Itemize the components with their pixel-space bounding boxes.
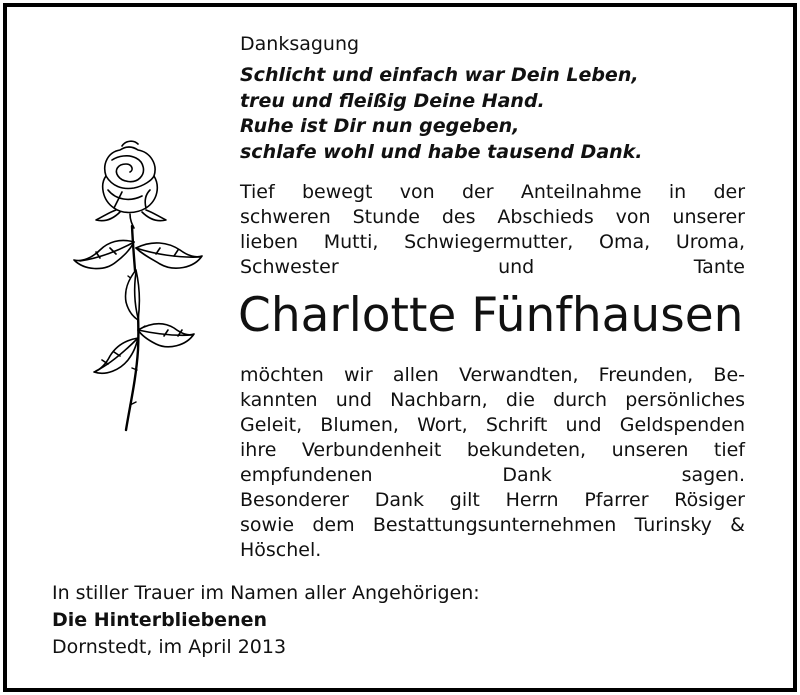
poem-line: treu und fleißig Deine Hand. xyxy=(240,89,545,112)
heading: Danksagung xyxy=(240,33,360,55)
body-line: empfundenen Dank sagen. xyxy=(240,464,745,486)
body-line: kannten und Nachbarn, die durch persönliches xyxy=(240,389,745,411)
body-line: Höschel. xyxy=(240,539,322,561)
intro-line: lieben Mutti, Schwiegermutter, Oma, Uroma, xyxy=(240,231,745,253)
poem xyxy=(240,63,643,165)
body-line: ihre Verbundenheit bekundeten, unseren tief xyxy=(240,439,745,461)
thanks-paragraph xyxy=(240,363,745,563)
poem-line: Ruhe ist Dir nun gegeben, xyxy=(240,115,520,137)
body-line: Besonderer Dank gilt Herrn Pfarrer Rösiger xyxy=(240,489,745,511)
rose-icon xyxy=(60,130,210,440)
poem-line: Schlicht und einfach war Dein Leben, xyxy=(240,64,639,86)
footer xyxy=(52,580,480,661)
poem-line: schlafe wohl und habe tausend Dank. xyxy=(240,140,643,163)
deceased-name: Charlotte Fünfhausen xyxy=(238,288,744,343)
body-line: sowie dem Bestattungsunternehmen Turinsky & xyxy=(240,514,745,536)
body-line: möchten wir allen Verwandten, Freunden, Be- xyxy=(240,364,745,386)
place-date: Dornstedt, im April 2013 xyxy=(52,636,287,658)
intro-line: Tief bewegt von der Anteilnahme in der xyxy=(240,181,745,203)
signature: Die Hinterbliebenen xyxy=(52,609,268,631)
intro-paragraph xyxy=(240,180,745,280)
mourning-line: In stiller Trauer im Namen aller Angehörigen: xyxy=(52,582,480,604)
intro-line: Schwester und Tante xyxy=(240,256,745,278)
body-line: Geleit, Blumen, Wort, Schrift und Geldspenden xyxy=(240,414,745,436)
intro-line: schweren Stunde des Abschieds von unserer xyxy=(240,206,745,228)
